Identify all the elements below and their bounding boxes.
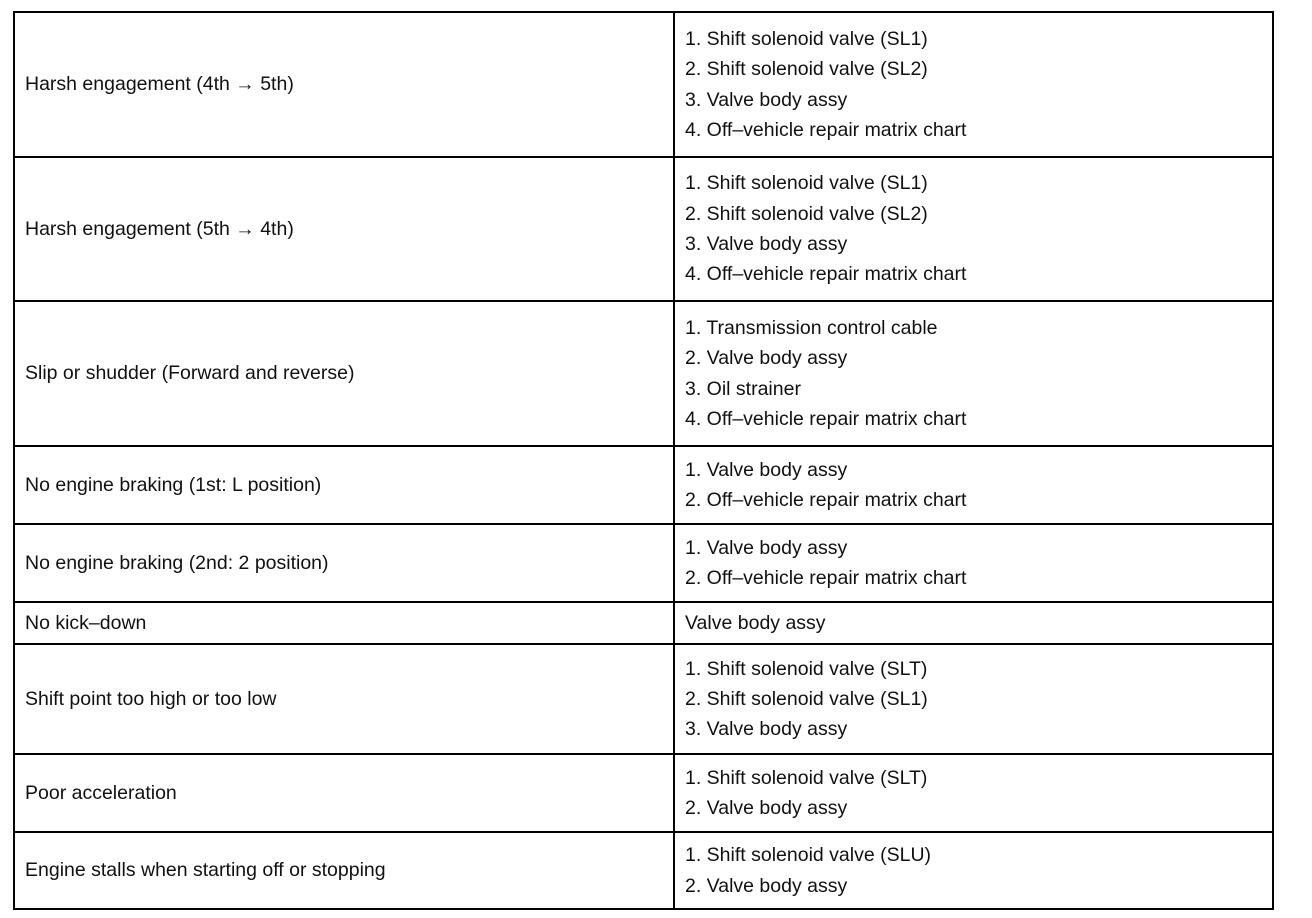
table-row [14, 644, 1273, 754]
table-row [14, 157, 1273, 301]
table-row [14, 602, 1273, 644]
suspected-part-item: 3. Oil strainer [685, 377, 801, 400]
suspected-part-item: 3. Valve body assy [685, 88, 848, 111]
suspected-parts-cell [674, 301, 1273, 446]
symptom-cell: Harsh engagement (4th → 5th) [14, 12, 674, 157]
suspected-parts-cell [674, 12, 1273, 157]
table-row [14, 12, 1273, 157]
symptom-cell: Engine stalls when starting off or stopping [14, 832, 674, 909]
suspected-part-item: 1. Shift solenoid valve (SL1) [685, 172, 928, 195]
suspected-parts-cell [674, 754, 1273, 832]
suspected-part-item: 4. Off–vehicle repair matrix chart [685, 118, 967, 141]
symptom-cell: Slip or shudder (Forward and reverse) [14, 301, 674, 446]
suspected-parts-cell [674, 602, 1273, 644]
symptom-cell: No engine braking (1st: L position) [14, 446, 674, 524]
suspected-part-item: 1. Transmission control cable [685, 316, 938, 339]
suspected-part-item: 1. Shift solenoid valve (SLU) [685, 844, 932, 867]
suspected-part-item: 2. Off–vehicle repair matrix chart [685, 567, 967, 589]
suspected-part-item: 2. Shift solenoid valve (SL1) [685, 687, 928, 710]
suspected-part-item: 3. Valve body assy [685, 718, 848, 741]
suspected-parts-cell [674, 832, 1273, 909]
suspected-part-item: 3. Valve body assy [685, 233, 848, 255]
suspected-part-item: 1. Shift solenoid valve (SL1) [685, 27, 928, 50]
table-row [14, 754, 1273, 832]
suspected-part-item: 1. Shift solenoid valve (SLT) [685, 657, 928, 680]
suspected-parts-cell [674, 524, 1273, 602]
suspected-part-item: 2. Shift solenoid valve (SL2) [685, 202, 928, 225]
symptom-cell: Harsh engagement (5th → 4th) [14, 157, 674, 301]
table-row [14, 832, 1273, 909]
table-row [14, 301, 1273, 446]
suspected-part-item: 1. Shift solenoid valve (SLT) [685, 766, 928, 789]
suspected-part-item: 1. Valve body assy [685, 458, 848, 481]
symptom-cell: No kick–down [14, 602, 674, 644]
suspected-part-item: 4. Off–vehicle repair matrix chart [685, 407, 967, 430]
table-row [14, 524, 1273, 602]
suspected-parts-cell [674, 157, 1273, 301]
suspected-part-item: 2. Off–vehicle repair matrix chart [685, 489, 967, 511]
suspected-part-item: 2. Valve body assy [685, 797, 848, 819]
suspected-part-item: 1. Valve body assy [685, 536, 848, 559]
table-row [14, 446, 1273, 524]
suspected-parts-cell [674, 644, 1273, 754]
suspected-part-item: 2. Valve body assy [685, 874, 848, 897]
symptom-cell: Shift point too high or too low [14, 644, 674, 754]
suspected-part-item: 2. Shift solenoid valve (SL2) [685, 58, 928, 81]
suspected-part-item: Valve body assy [685, 611, 826, 634]
symptom-table [13, 11, 1274, 910]
suspected-parts-cell [674, 446, 1273, 524]
suspected-part-item: 2. Valve body assy [685, 347, 848, 370]
symptom-table-body [14, 12, 1273, 909]
symptom-cell: Poor acceleration [14, 754, 674, 832]
suspected-part-item: 4. Off–vehicle repair matrix chart [685, 263, 967, 286]
symptom-cell: No engine braking (2nd: 2 position) [14, 524, 674, 602]
